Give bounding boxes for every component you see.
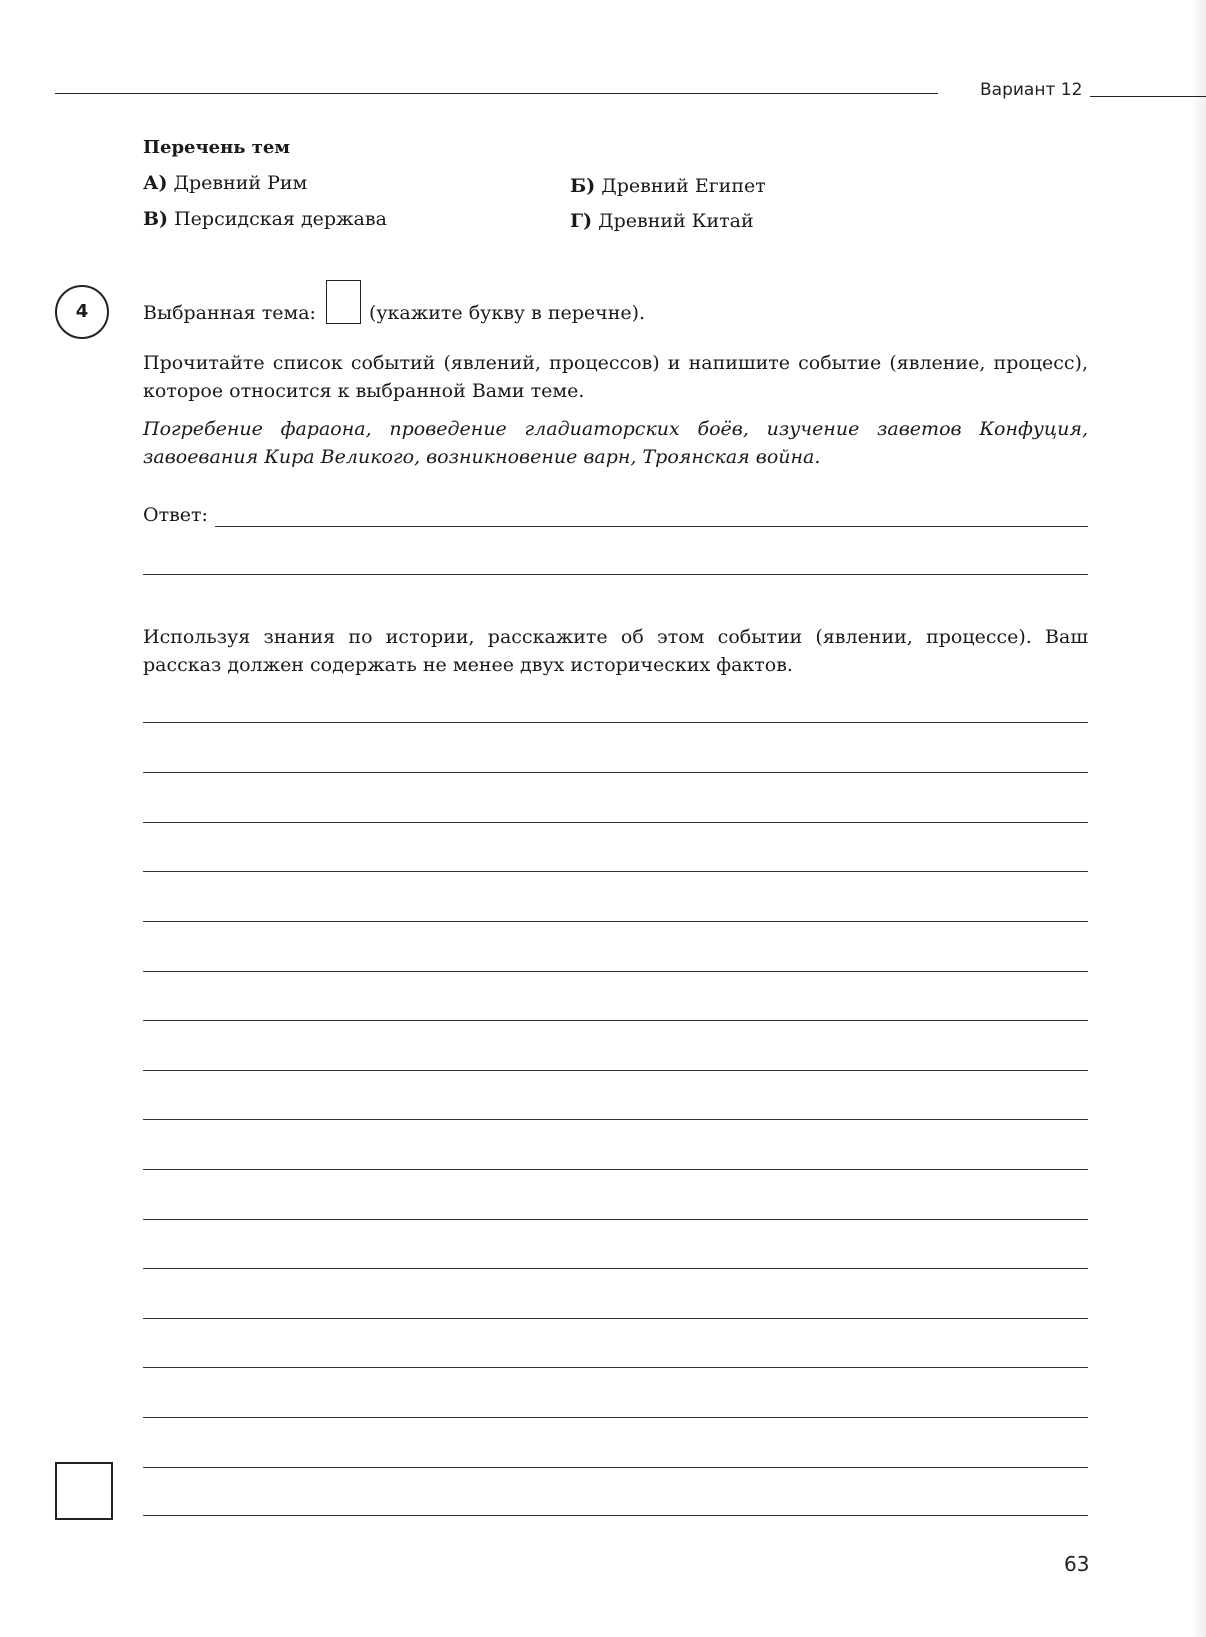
writing-line[interactable] xyxy=(143,1169,1088,1170)
topic-name: Древний Египет xyxy=(601,175,766,197)
chosen-topic-label: Выбранная тема: xyxy=(143,302,316,324)
writing-line[interactable] xyxy=(143,822,1088,823)
writing-line[interactable] xyxy=(143,921,1088,922)
topic-name: Персидская держава xyxy=(174,208,387,230)
topic-letter: Б) xyxy=(570,175,596,197)
topic-b xyxy=(570,175,766,197)
chosen-topic-hint: (укажите букву в перечне). xyxy=(368,302,646,324)
writing-line[interactable] xyxy=(143,1318,1088,1319)
writing-line[interactable] xyxy=(143,1020,1088,1021)
writing-line[interactable] xyxy=(143,1367,1088,1368)
writing-line[interactable] xyxy=(143,1070,1088,1071)
score-box[interactable] xyxy=(55,1462,113,1520)
topic-d xyxy=(570,210,754,232)
writing-line[interactable] xyxy=(143,1119,1088,1120)
topic-letter: Г) xyxy=(570,210,593,232)
topic-name: Древний Китай xyxy=(598,210,754,232)
writing-line[interactable] xyxy=(143,1467,1088,1468)
writing-line[interactable] xyxy=(143,971,1088,972)
writing-line[interactable] xyxy=(143,871,1088,872)
page-edge-shadow xyxy=(1192,0,1206,1637)
task-number-badge: 4 xyxy=(55,285,109,339)
writing-line[interactable] xyxy=(143,1417,1088,1418)
task-instruction: Прочитайте список событий (явлений, процессов) и напишите событие (явление, процесс), которое относится к выбранной Вами теме. xyxy=(143,352,1088,402)
chosen-topic-row xyxy=(143,278,645,324)
topics-title: Перечень тем xyxy=(143,137,291,158)
topic-a xyxy=(143,172,307,194)
topic-c xyxy=(143,208,387,230)
writing-line[interactable] xyxy=(143,1219,1088,1220)
topic-letter: А) xyxy=(143,172,168,194)
writing-line[interactable] xyxy=(143,722,1088,723)
header-rule-left xyxy=(55,93,938,94)
answer-line[interactable] xyxy=(215,526,1088,527)
topic-letter: В) xyxy=(143,208,169,230)
topic-name: Древний Рим xyxy=(173,172,308,194)
page-number: 63 xyxy=(1064,1552,1090,1576)
writing-line[interactable] xyxy=(143,1268,1088,1269)
answer-line-2[interactable] xyxy=(143,574,1088,575)
writing-line[interactable] xyxy=(143,772,1088,773)
story-instruction: Используя знания по истории, расскажите об этом событии (явлении, процессе). Ваш рассказ должен содержать не менее двух исторических фактов. xyxy=(143,626,1088,676)
header-rule-right xyxy=(1090,96,1206,97)
chosen-topic-box[interactable] xyxy=(326,280,361,324)
events-list: Погребение фараона, проведение гладиаторских боёв, изучение заветов Конфуция, завоевания Кира Великого, возникновение варн, Троянская война. xyxy=(143,418,1088,468)
answer-label: Ответ: xyxy=(143,504,208,526)
variant-label: Вариант 12 xyxy=(980,80,1083,100)
writing-line[interactable] xyxy=(143,1515,1088,1516)
